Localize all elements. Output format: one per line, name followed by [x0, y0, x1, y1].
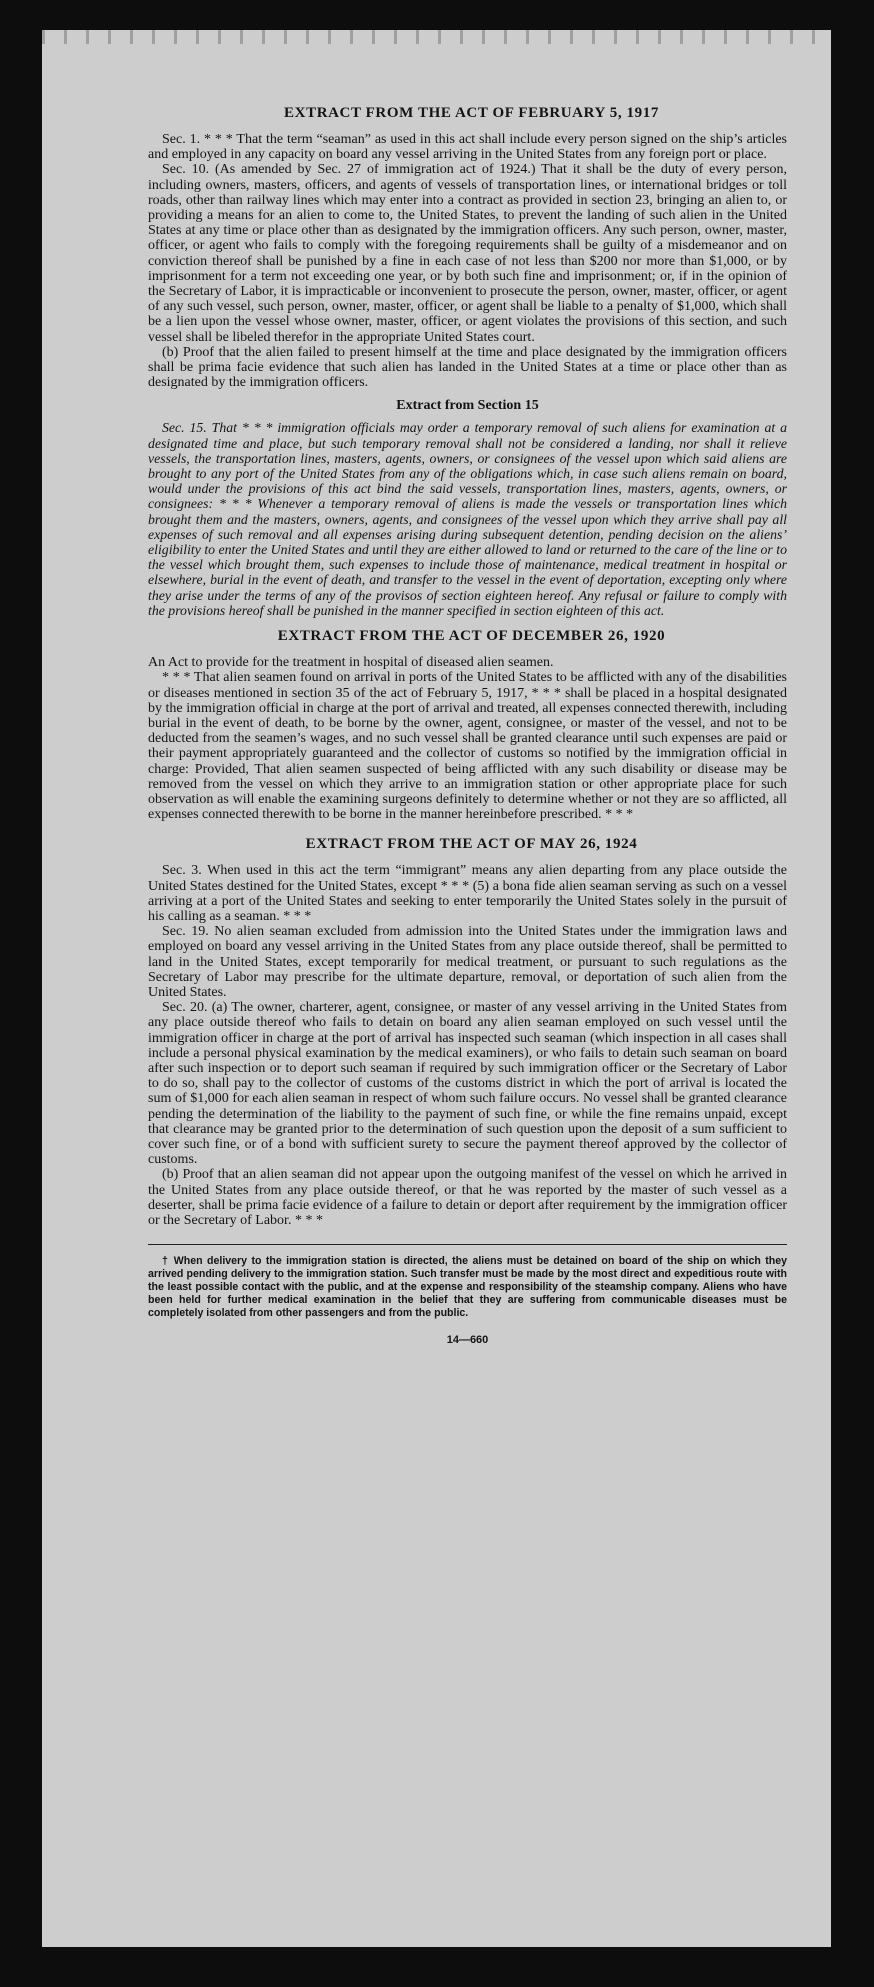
- heading-act-1924: EXTRACT FROM THE ACT OF MAY 26, 1924: [305, 836, 638, 853]
- heading-act-1917: EXTRACT FROM THE ACT OF FEBRUARY 5, 1917: [284, 105, 659, 121]
- para-sec-19: Sec. 19. No alien seaman excluded from admission into the United States under the immigration laws and employed on board any vessel arriving in the United States from any place outside thereof, shall be permitted to land in the United States, except temporarily for medical treatment, or pursuant to such regulations as the Secretary of Labor may prescribe for the ultimate departure, removal, or deportation of such alien from the United States.: [148, 924, 787, 1000]
- section-act-1917: [148, 105, 787, 390]
- para-sec-20a: Sec. 20. (a) The owner, charterer, agent, consignee, or master of any vessel arriving in the United States from any place outside thereof who fails to detain on board any alien seaman employed on such vessel until the immigration officer in charge at the port of arrival has inspected such seaman (which inspection in all cases shall include a personal physical examination by the medical examiners), or who fails to detain such seaman on board after such inspection or to deport such seaman if required by such immigration officer or the Secretary of Labor to do so, shall pay to the collector of customs of the customs district in which the port of arrival is located the sum of $1,000 for each alien seaman in respect of whom such failure occurs. No vessel shall be granted clearance pending the determination of the liability to the payment of such fine, or while the fine remains unpaid, except that clearance may be granted prior to the determination of such question upon the deposit of a sum sufficient to cover such fine, or of a bond with sufficient surety to secure the payment thereof approved by the collector of customs.: [148, 1000, 787, 1168]
- para-sec-10b: (b) Proof that the alien failed to present himself at the time and place designated by the immigration officers shall be prima facie evidence that such alien has landed in the United States at a time or place other than as designated by the immigration officers.: [148, 344, 787, 391]
- para-1920-title: An Act to provide for the treatment in hospital of diseased alien seamen.: [148, 655, 554, 671]
- para-1920-body: * * * That alien seamen found on arrival in ports of the United States to be afflicted with any of the disabilities or diseases mentioned in section 35 of the act of February 5, 1917, * * * shall be placed in a hospital designated by the immigration official in charge at the port of arrival and treated, all expenses connected therewith, including burial in the event of death, to be borne by the owner, agent, consignee, or master of the vessel, and not to be deducted from the seamen’s wages, and no such vessel shall be granted clearance until such expenses are paid or their payment appropriately guaranteed and the collector of customs so notified by the immigration official in charge: Provided, That alien seamen suspected of being afflicted with any such disability or disease may be removed from the vessel on which they arrive to an immigration station or other appropriate place for such observation as will enable the examining surgeons definitely to determine whether or not they are so afflicted, all expenses connected therewith to be borne in the manner hereinbefore prescribed. * * *: [148, 670, 787, 823]
- heading-act-1920: EXTRACT FROM THE ACT OF DECEMBER 26, 1920: [277, 628, 666, 645]
- para-sec-1: Sec. 1. * * * That the term “seaman” as used in this act shall include every person signed on the ship’s articles and employed in any capacity on board any vessel arriving in the United States from any foreign port or place.: [148, 132, 787, 163]
- page-number: 14—660: [446, 1334, 489, 1347]
- heading-section-15: Extract from Section 15: [396, 398, 539, 414]
- scan-edge: [42, 30, 831, 44]
- para-sec-20b: (b) Proof that an alien seaman did not appear upon the outgoing manifest of the vessel on which he arrived in the United States from any place outside thereof, or that he was reported by the master of such vessel as a deserter, shall be prima facie evidence of a failure to detain or deport after requirement by the immigration officer or the Secretary of Labor. * * *: [148, 1167, 787, 1228]
- para-sec-15: Sec. 15. That * * * immigration officials may order a temporary removal of such aliens for examination at a designated time and place, but such temporary removal shall not be considered a landing, nor shall it relieve vessels, the transportation lines, masters, agents, owners, or consignees of the vessel upon which said aliens are brought to any port of the United States from any of the obligations which, in case such aliens remain on board, would under the provisions of this act bind the said vessels, transportation lines, masters, agents, owners, or consignees: * * * Whenever a temporary removal of aliens is made the vessels or transportation lines which brought them and the masters, owners, agents, and consignees of the vessel upon which they arrive shall pay all expenses of such removal and all expenses arising during subsequent detention, pending decision on the aliens’ eligibility to enter the United States and until they are either allowed to land or returned to the care of the line or to the vessel which brought them, such expenses to include those of maintenance, medical treatment in hospital or elsewhere, burial in the event of death, and transfer to the vessel in the event of deportation, excepting only where they arise under the terms of any of the provisos of section eighteen hereof. Any refusal or failure to comply with the provisions hereof shall be punished in the manner specified in section eighteen of this act.: [148, 420, 787, 618]
- section-act-1920: [148, 628, 787, 822]
- section-15: [148, 398, 787, 618]
- para-sec-10: Sec. 10. (As amended by Sec. 27 of immigration act of 1924.) That it shall be the duty of every person, including owners, masters, officers, and agents of vessels of transportation lines, or international bridges or toll roads, other than railway lines which may enter into a contract as provided in section 23, bringing an alien to, or providing a means for an alien to come to, the United States, to prevent the landing of such alien in the United States at any time or place other than as designated by the immigration officers. Any such person, owner, master, officer, or agent who fails to comply with the foregoing requirements shall be guilty of a misdemeanor and on conviction thereof shall be punished by a fine in each case of not less than $200 nor more than $1,000, or by imprisonment for a term not exceeding one year, or by both such fine and imprisonment; or, if in the opinion of the Secretary of Labor, it is impracticable or inconvenient to prosecute the person, owner, master, officer, or agent of any such vessel, such person, owner, master, officer, or agent shall be liable to a penalty of $1,000, which shall be a lien upon the vessel whose owner, master, officer, or agent violates the provisions of this section, and such vessel shall be libeled therefor in the appropriate United States court.: [148, 162, 787, 345]
- footnote: † When delivery to the immigration station is directed, the aliens must be detained on board of the ship on which they arrived pending delivery to the immigration station. Such transfer must be made by the most direct and expeditious route with the least possible contact with the public, and at the expense and responsibility of the steamship company. Aliens who have been held for further medical examination in the belief that they are suffering from communicable diseases must be completely isolated from other passengers and from the public.: [148, 1255, 787, 1320]
- para-sec-3: Sec. 3. When used in this act the term “immigrant” means any alien departing from any place outside the United States destined for the United States, except * * * (5) a bona fide alien seaman serving as such on a vessel arriving at a port of the United States and seeking to enter temporarily the United States solely in the pursuit of his calling as a seaman. * * *: [148, 863, 787, 924]
- footnote-divider: [148, 1244, 787, 1245]
- section-act-1924: [148, 836, 787, 1228]
- document-page: [42, 30, 831, 1947]
